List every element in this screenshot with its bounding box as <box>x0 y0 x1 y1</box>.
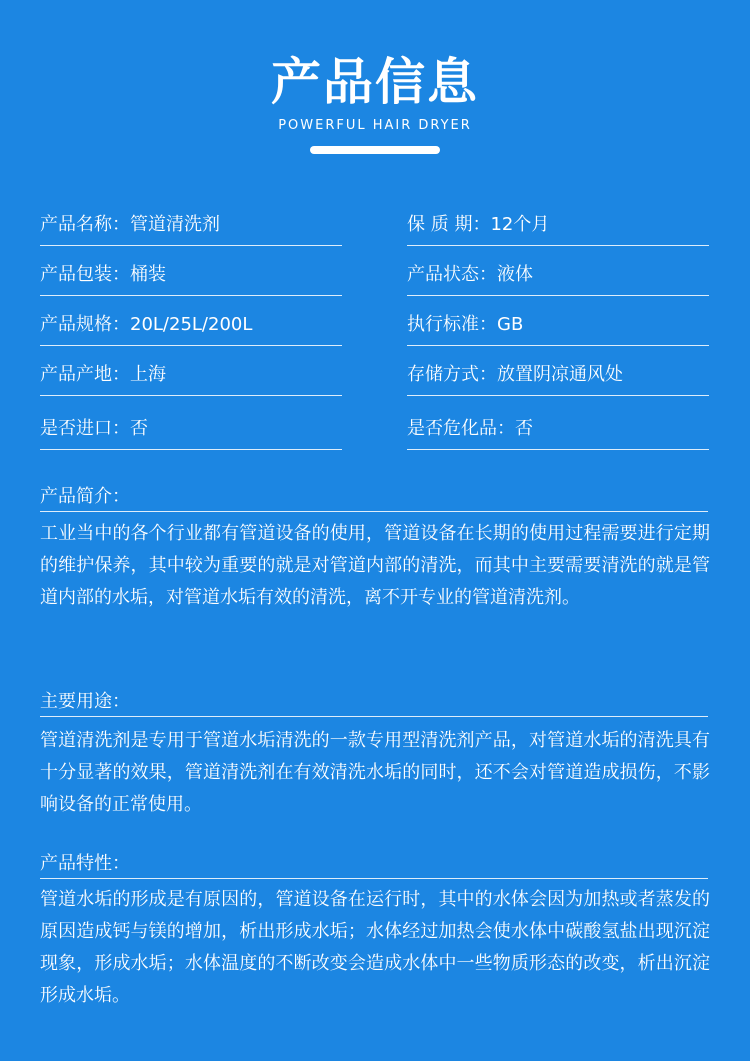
info-standard: 执行标准：GB <box>407 305 709 346</box>
info-storage: 存储方式：放置阴凉通风处 <box>407 355 709 396</box>
features-label: 产品特性： <box>40 850 708 879</box>
intro-text: 工业当中的各个行业都有管道设备的使用，管道设备在长期的使用过程需要进行定期的维护保养，其中较为重要的就是对管道内部的清洗，而其中主要需要清洗的就是管道内部的水垢，对管道水垢有效的清洗，离不开专业的管道清洗剂。 <box>40 523 710 608</box>
page-title: 产品信息 <box>271 53 479 111</box>
info-product-name: 产品名称：管道清洗剂 <box>40 205 342 246</box>
intro-label: 产品简介： <box>40 483 708 512</box>
usage-text: 管道清洗剂是专用于管道水垢清洗的一款专用型清洗剂产品，对管道水垢的清洗具有十分显著的效果，管道清洗剂在有效清洗水垢的同时，还不会对管道造成损伤，不影响设备的正常使用。 <box>40 730 710 815</box>
info-hazardous: 是否危化品：否 <box>407 409 709 450</box>
page-subtitle: POWERFUL HAIR DRYER <box>278 118 472 133</box>
info-state: 产品状态：液体 <box>407 255 709 296</box>
info-origin: 产品产地：上海 <box>40 355 342 396</box>
features-text: 管道水垢的形成是有原因的，管道设备在运行时，其中的水体会因为加热或者蒸发的原因造成钙与镁的增加，析出形成水垢；水体经过加热会使水体中碳酸氢盐出现沉淀现象，形成水垢；水体温度的不断改变会造成水体中一些物质形态的改变，析出沉淀形成水垢。 <box>40 889 710 1006</box>
info-spec: 产品规格：20L/25L/200L <box>40 305 342 346</box>
title-underline <box>310 146 440 154</box>
info-shelf-life: 保 质 期：12个月 <box>407 205 709 246</box>
info-package: 产品包装：桶装 <box>40 255 342 296</box>
usage-label: 主要用途： <box>40 688 708 717</box>
info-imported: 是否进口：否 <box>40 409 342 450</box>
